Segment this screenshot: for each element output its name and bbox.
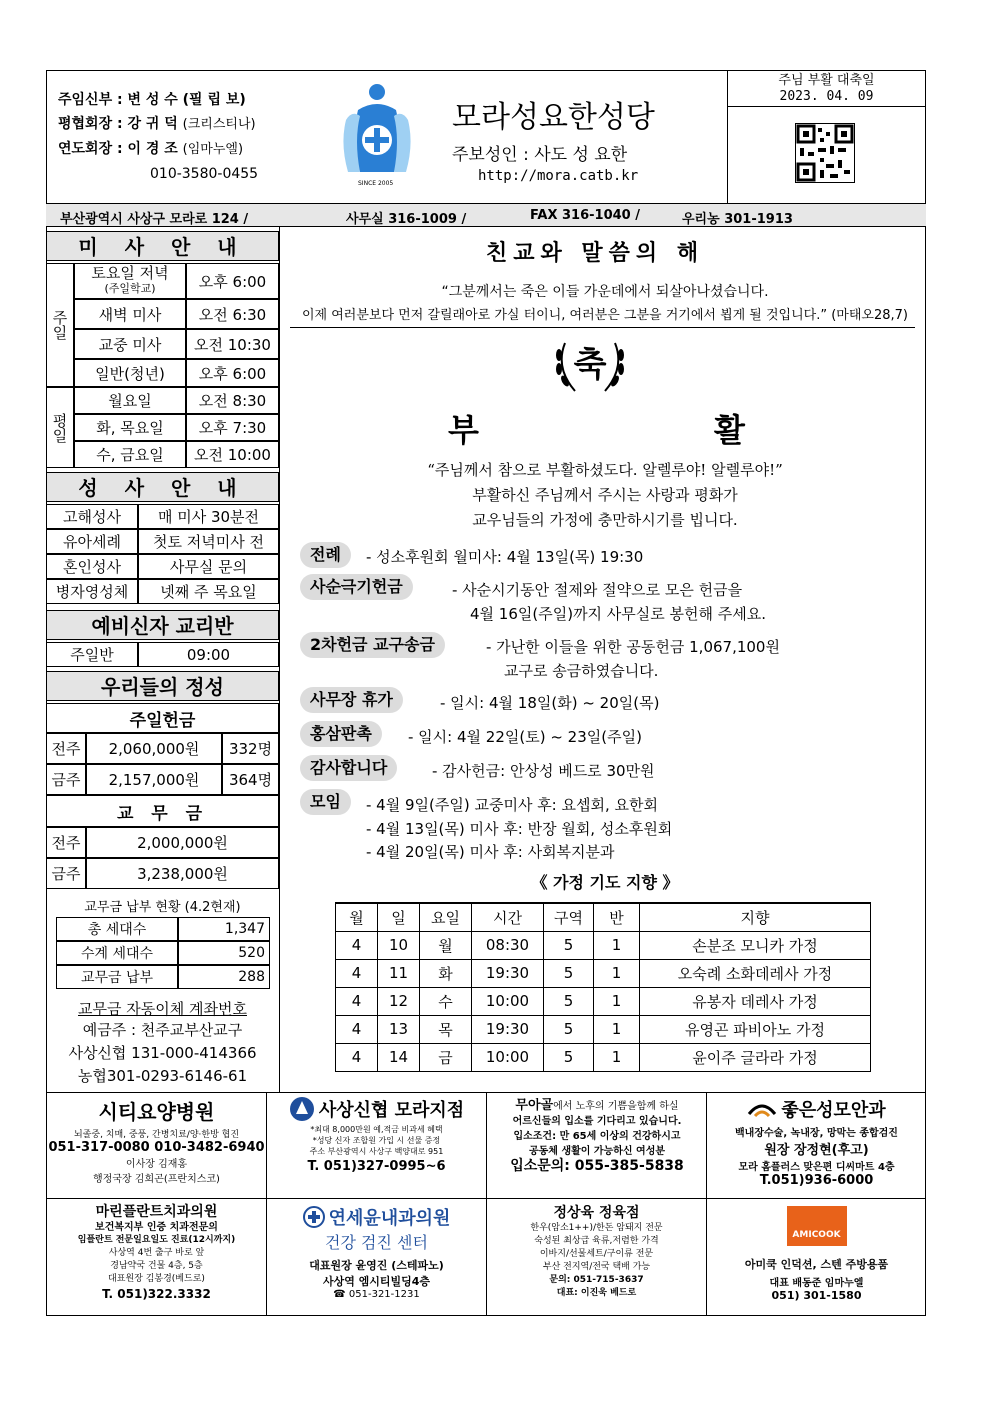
ad-line: 주소 부산광역시 사상구 백양대로 951	[309, 1147, 444, 1156]
ad-internal-medicine	[267, 1204, 486, 1300]
header-intention: 지향	[640, 903, 871, 931]
mass-title: 미 사 안 내	[46, 231, 279, 261]
table-row	[336, 987, 871, 1015]
ad-phone: T. 051)327-0995~6	[307, 1159, 446, 1174]
item-label-meetings: 모임	[300, 789, 351, 815]
ad-line: *최대 8,000만원 예,적금 비과세 혜택	[310, 1125, 443, 1134]
cell: 4	[336, 1043, 378, 1071]
mass-name: 수, 금요일	[74, 441, 186, 468]
cell: 4	[336, 959, 378, 987]
item-text-meeting-3: - 4월 20일(목) 미사 후: 사회복지분과	[366, 843, 615, 861]
ad-line: 부산 전지역/전국 택배 가능	[542, 1262, 651, 1272]
item-text-lent-1: - 사순시기동안 절제와 절약으로 모은 헌금을	[452, 581, 743, 599]
item-text-collection-1: - 가난한 이들을 위한 공동헌금 1,067,100원	[486, 638, 780, 656]
header-group: 반	[594, 903, 640, 931]
ad-line: 임플란트 전문일요일도 진료(12시까지)	[77, 1235, 236, 1245]
ad-line: 입소조건: 만 65세 이상의 건강하시고	[513, 1131, 681, 1142]
fax: FAX 316-1040 /	[530, 208, 640, 223]
easter-msg-3: 교우님들의 가정에 충만하시기를 빕니다.	[472, 511, 738, 529]
sacrament-value: 첫토 저녁미사 전	[138, 529, 279, 554]
cell: 4	[336, 1015, 378, 1043]
year-theme: 친교와 말씀의 해	[486, 241, 705, 266]
column-divider	[279, 227, 280, 1092]
cell: 수	[420, 987, 472, 1015]
ad-line: 한우(암소1++)/한돈 암돼지 전문	[530, 1223, 663, 1233]
ad-title: 무아골	[515, 1098, 554, 1113]
ad-dental	[47, 1203, 266, 1302]
auto-transfer-title: 교무금 자동이체 계좌번호	[78, 1000, 247, 1018]
ad-line: 원장 장정현(후고)	[764, 1143, 869, 1158]
ad-title: 연세윤내과의원	[328, 1208, 451, 1229]
ad-phone: 051) 301-1580	[771, 1289, 862, 1302]
ad-phone: T.051)936-6000	[759, 1173, 874, 1188]
catechumen-class: 주일반	[46, 642, 138, 667]
cell: 1	[594, 959, 640, 987]
mass-name: 월요일	[74, 387, 186, 414]
ad-phone: 051-317-0080 010-3482-6940	[48, 1140, 265, 1155]
sacraments-title: 성 사 안 내	[46, 472, 279, 502]
amicook-logo-text: AMICOOK	[792, 1230, 841, 1240]
ad-line: 어르신들의 입소를 기다리고 있습니다.	[512, 1116, 682, 1127]
cell: 11	[378, 959, 420, 987]
quote-line-2: 이제 여러분보다 먼저 갈릴래아로 가실 터이니, 여러분은 그분을 거기에서 뵙게 될 것입니다.” (마태오28,7)	[302, 308, 908, 323]
offering-count: 364명	[222, 764, 279, 795]
cell: 13	[378, 1015, 420, 1043]
cell: 4	[336, 931, 378, 959]
account-number-2: 농협301-0293-6146-61	[77, 1067, 248, 1085]
cell: 목	[420, 1015, 472, 1043]
dues-label: 총 세대수	[56, 917, 178, 941]
ad-title: 시티요양병원	[98, 1100, 215, 1124]
table-row	[336, 1043, 871, 1071]
priest-baptismal: (필 립 보)	[182, 92, 246, 108]
dues-value: 288	[178, 965, 270, 989]
church-logo	[338, 80, 416, 190]
sacrament-name: 혼인성사	[46, 554, 138, 579]
easter-message	[290, 458, 920, 533]
sunday-offering-title: 주일헌금	[46, 703, 279, 733]
diocese-label: 전주	[46, 827, 86, 858]
patron-saint: 주보성인 : 사도 성 요한	[452, 145, 628, 165]
mass-name: 새벽 미사	[74, 299, 186, 329]
quote-line-1: “그분께서는 죽은 이들 가운데에서 되살아나셨습니다.	[441, 284, 769, 300]
ad-line: 경남약국 건물 4층, 5층	[110, 1261, 203, 1271]
ad-line: 사상역 4번 출구 바로 앞	[108, 1248, 205, 1258]
mass-time: 오후 6:00	[186, 263, 279, 299]
cell: 1	[594, 1015, 640, 1043]
dues-label: 수계 세대수	[56, 941, 178, 965]
cell: 5	[544, 959, 594, 987]
amicook-logo	[787, 1206, 847, 1246]
ad-title: 사상신협 모라지점	[318, 1100, 465, 1121]
header-weekday: 요일	[420, 903, 472, 931]
ad-nursing-home	[489, 1098, 705, 1174]
mass-time: 오전 8:30	[186, 387, 279, 414]
phone: 010-3580-0455	[150, 166, 259, 182]
ad-line: 대표 배동준 임마누엘	[769, 1278, 864, 1289]
cell: 유봉자 데레사 가정	[640, 987, 871, 1015]
cell: 1	[594, 987, 640, 1015]
header-time: 시간	[472, 903, 544, 931]
celebrate-char: 축	[573, 345, 607, 385]
eye-icon	[747, 1100, 777, 1118]
cell: 1	[594, 931, 640, 959]
ad-eye-clinic	[707, 1096, 926, 1188]
council-baptismal: (크리스티나)	[182, 117, 256, 132]
dues-value: 520	[178, 941, 270, 965]
ad-title: 정상육 정육점	[553, 1205, 640, 1221]
ad-phone-row	[267, 1289, 486, 1300]
table-row	[336, 1015, 871, 1043]
mass-time: 오전 10:30	[186, 329, 279, 359]
ad-line: 에서 노후의 기쁨을함께 하실	[553, 1101, 679, 1112]
offering-label: 전주	[46, 733, 86, 764]
legion-baptismal: (임마누엘)	[182, 142, 244, 157]
diocese-label: 금주	[46, 858, 86, 889]
priest-label: 주임신부 :	[58, 92, 123, 108]
ad-title: 마린플란트치과의원	[95, 1204, 218, 1220]
address-bar	[46, 203, 926, 227]
cell: 10:00	[472, 987, 544, 1015]
family-prayer-title: 《 가정 기도 지향 》	[531, 873, 679, 892]
office-phone: 사무실 316-1009 /	[346, 212, 467, 227]
ad-phone: 입소문의: 055-385-5838	[510, 1158, 684, 1174]
ad-line: 숙성된 최상급 육류,저렴한 가격	[534, 1236, 659, 1246]
feast-title: 주님 부활 대축일	[778, 73, 875, 88]
header-district: 구역	[544, 903, 594, 931]
offering-count: 332명	[222, 733, 279, 764]
council-label: 평협회장 :	[58, 116, 123, 132]
credit-union-icon	[289, 1096, 315, 1122]
resurrection-char-2: 활	[714, 411, 745, 449]
mass-name: 일반(청년)	[74, 359, 186, 387]
cell: 5	[544, 1015, 594, 1043]
offering-title: 우리들의 정성	[46, 671, 279, 701]
ad-butcher	[487, 1204, 706, 1300]
table-row	[336, 959, 871, 987]
diocese-title: 교 무 금	[46, 795, 279, 827]
item-text-meeting-1: - 4월 9일(주일) 교중미사 후: 요셉회, 요한회	[366, 796, 658, 814]
header-month: 월	[336, 903, 378, 931]
ad-phone: 051-321-1231	[348, 1289, 420, 1300]
postal: 우리농 301-1913	[682, 212, 793, 227]
cell: 오숙례 소화데레사 가정	[640, 959, 871, 987]
mass-time: 오후 6:00	[186, 359, 279, 387]
ad-line: 대표원장 윤영진 (스테파노)	[309, 1259, 444, 1272]
cell: 1	[594, 1043, 640, 1071]
ad-credit-union	[267, 1096, 486, 1174]
ad-line: 사상역 엠시티빌딩4층	[322, 1275, 431, 1288]
diocese-amount: 2,000,000원	[86, 827, 279, 858]
mass-time: 오전 10:00	[186, 441, 279, 468]
sacrament-value: 사무실 문의	[138, 554, 279, 579]
diocese-amount: 3,238,000원	[86, 858, 279, 889]
cell: 10:00	[472, 1043, 544, 1071]
cell: 19:30	[472, 959, 544, 987]
ad-title: 좋은성모안과	[781, 1100, 886, 1121]
priest-name: 변 성 수	[127, 92, 178, 108]
sacrament-name: 유아세례	[46, 529, 138, 554]
ad-line: 이바지/선물세트/구이류 전문	[539, 1249, 654, 1259]
account-number-1: 사상신협 131-000-414366	[68, 1044, 257, 1062]
mass-name: 교중 미사	[74, 329, 186, 359]
cell: 유영곤 파비아노 가정	[640, 1015, 871, 1043]
clinic-icon	[303, 1206, 325, 1228]
qr-code-icon	[796, 124, 854, 182]
easter-msg-1: “주님께서 참으로 부활하셨도다. 알렐루야! 알렐루야!”	[427, 461, 783, 479]
ad-line: 이사장 김재홍	[125, 1159, 188, 1170]
cell: 08:30	[472, 931, 544, 959]
cell: 5	[544, 931, 594, 959]
item-text-liturgy: - 성소후원회 월미사: 4월 13일(목) 19:30	[366, 548, 644, 566]
ad-line: 행정국장 김희곤(프란치스코)	[93, 1174, 220, 1185]
item-label-ginseng: 홍삼판촉	[300, 721, 382, 747]
website-link[interactable]: http://mora.catb.kr	[478, 168, 639, 184]
mass-name: 토요일 저녁	[91, 264, 169, 282]
cell: 4	[336, 987, 378, 1015]
cell: 14	[378, 1043, 420, 1071]
qr-code[interactable]	[795, 123, 855, 183]
cell: 금	[420, 1043, 472, 1071]
mass-time: 오후 7:30	[186, 414, 279, 441]
item-text-meeting-2: - 4월 13일(목) 미사 후: 반장 월회, 성소후원회	[366, 820, 673, 838]
catechumen-title: 예비신자 교리반	[46, 610, 279, 640]
church-name: 모라성요한성당	[452, 100, 655, 135]
sunday-label: 주일	[46, 263, 74, 387]
sacrament-name: 병자영성체	[46, 579, 138, 604]
date-box	[727, 70, 926, 106]
celebrate-emblem	[545, 333, 635, 399]
sacrament-value: 넷째 주 목요일	[138, 579, 279, 604]
ad-line: 백내장수술, 녹내장, 망막는 종합검진	[735, 1128, 898, 1139]
ad-line: 보건복지부 인증 치과전문의	[95, 1222, 218, 1233]
offering-amount: 2,157,000원	[86, 764, 222, 795]
dues-label: 교무금 납부	[56, 965, 178, 989]
dues-status-title: 교무금 납부 현황 (4.2현재)	[84, 900, 241, 915]
item-label-second-collection: 2차헌금 교구송금	[300, 632, 445, 658]
table-header-row	[336, 903, 871, 931]
date-divider	[727, 106, 926, 107]
item-text-vacation: - 일시: 4월 18일(화) ~ 20일(목)	[440, 694, 660, 712]
cell: 10	[378, 931, 420, 959]
item-text-ginseng: - 일시: 4월 22일(토) ~ 23일(주일)	[408, 728, 642, 746]
logo-since: SINCE 2005	[358, 180, 394, 187]
ad-line: 공동체 생활이 가능하신 여성분	[528, 1146, 666, 1157]
legion-name: 이 경 조	[127, 141, 178, 157]
cell: 19:30	[472, 1015, 544, 1043]
ad-line: 대표원장 김봉경(베드로)	[108, 1274, 205, 1284]
quote-underline	[290, 327, 915, 328]
item-text-thanks: - 감사헌금: 안상성 베드로 30만원	[432, 762, 655, 780]
cell: 5	[544, 987, 594, 1015]
mass-time: 오전 6:30	[186, 299, 279, 329]
table-row	[336, 931, 871, 959]
ad-line: 뇌졸중, 치매, 중풍, 간병치료/양·한방 협진	[73, 1130, 240, 1140]
catechumen-time: 09:00	[138, 642, 279, 667]
offering-label: 금주	[46, 764, 86, 795]
ad-city-hospital	[47, 1096, 266, 1185]
scripture-quote	[290, 280, 920, 328]
cell: 12	[378, 987, 420, 1015]
ad-line: *성당 신자 조합원 가입 시 선물 증정	[312, 1136, 441, 1145]
weekday-label: 평일	[46, 387, 74, 468]
item-label-lent: 사순극기헌금	[300, 574, 413, 600]
clergy-info	[58, 88, 258, 186]
cell: 월	[420, 931, 472, 959]
cell: 손분조 모니카 가정	[640, 931, 871, 959]
phone-icon: ☎	[333, 1289, 349, 1300]
ad-amicook	[707, 1204, 926, 1302]
church-logo-icon	[338, 80, 416, 190]
dues-value: 1,347	[178, 917, 270, 941]
sacrament-name: 고해성사	[46, 504, 138, 529]
council-name: 강 귀 덕	[127, 116, 178, 132]
cell: 화	[420, 959, 472, 987]
mass-row-saturday	[74, 263, 186, 299]
cell: 5	[544, 1043, 594, 1071]
ad-line: 모라 홈플러스 맞은편 디씨마트 4층	[738, 1162, 895, 1173]
family-prayer-table	[335, 902, 871, 1072]
account-holder: 예금주 : 천주교부산교구	[82, 1021, 243, 1039]
legion-label: 연도회장 :	[58, 141, 123, 157]
address: 부산광역시 사상구 모라로 124 /	[60, 212, 249, 227]
item-label-vacation: 사무장 휴가	[300, 687, 403, 713]
ad-line: 대표: 이진욱 베드로	[556, 1288, 637, 1298]
resurrection-char-1: 부	[448, 411, 479, 449]
sacrament-value: 매 미사 30분전	[138, 504, 279, 529]
item-text-lent-2: 4월 16일(주일)까지 사무실로 봉헌해 주세요.	[470, 605, 767, 623]
mass-note: (주일학교)	[104, 282, 156, 295]
header-day: 일	[378, 903, 420, 931]
item-text-collection-2: 교구로 송금하였습니다.	[504, 662, 659, 680]
easter-msg-2: 부활하신 주님께서 주시는 사랑과 평화가	[472, 486, 738, 504]
ad-line: 건강 검진 센터	[325, 1233, 428, 1252]
item-label-liturgy: 전례	[300, 542, 351, 568]
bulletin-date: 2023. 04. 09	[779, 89, 874, 104]
ad-phone: T. 051)322.3332	[102, 1287, 211, 1301]
item-label-thanks: 감사합니다	[300, 755, 397, 781]
ad-phone: 문의: 051-715-3637	[549, 1275, 644, 1285]
ad-title: 아미쿡 인덕션, 스텐 주방용품	[744, 1258, 889, 1271]
mass-name: 화, 목요일	[74, 414, 186, 441]
offering-amount: 2,060,000원	[86, 733, 222, 764]
cell: 윤이주 글라라 가정	[640, 1043, 871, 1071]
